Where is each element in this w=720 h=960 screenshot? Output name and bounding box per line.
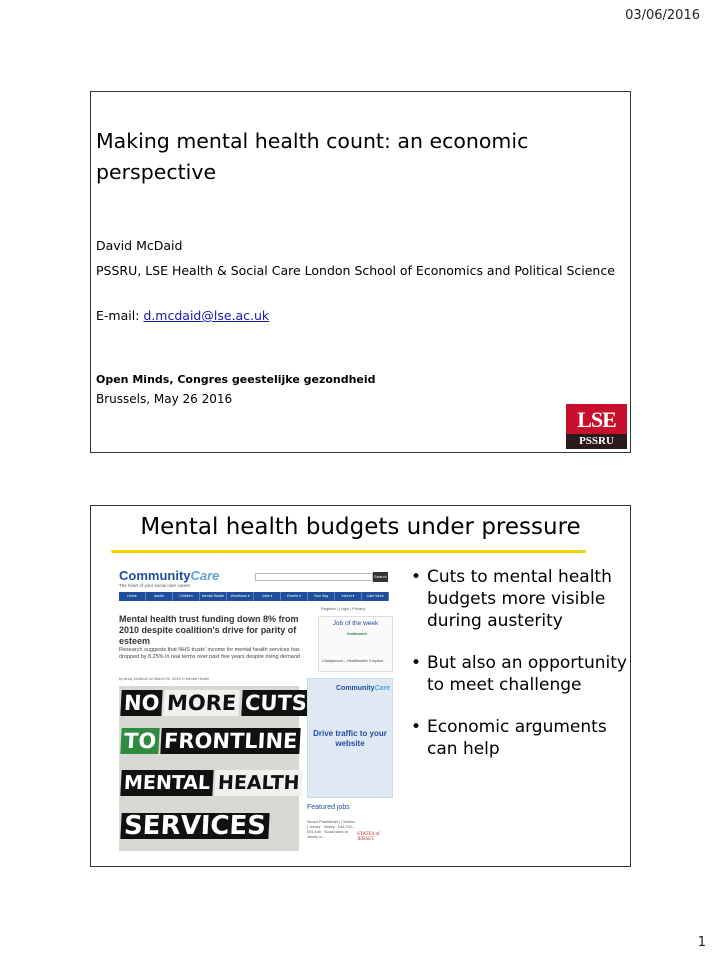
sign-line-2: TO FRONTLINE — [121, 728, 303, 756]
nav-item-your-say: Your Say — [308, 592, 335, 601]
site-nav — [119, 592, 389, 601]
article-subheading: Research suggests that NHS trusts' income for mental health services has dropped by 8.25% in real terms over past five years despite rising demand — [119, 647, 300, 660]
ad-logo: CommunityCare — [336, 685, 391, 692]
search-input — [255, 573, 373, 581]
email-link[interactable]: d.mcdaid@lse.ac.uk — [143, 308, 270, 323]
logo-lse-text: LSE — [577, 407, 616, 432]
author-email — [96, 308, 269, 323]
bullet-list — [409, 566, 629, 760]
nav-item-jobs: Jobs ▾ — [254, 592, 281, 601]
states-of-jersey-logo: STATES of JERSEY — [357, 832, 380, 842]
title-underline — [111, 550, 586, 553]
slide-2-title: Mental health budgets under pressure — [140, 514, 581, 540]
nav-item-inform: Inform ▾ — [335, 592, 362, 601]
protest-sign-photo — [119, 686, 308, 851]
nav-item-care-work: Care Work — [362, 592, 389, 601]
slide-1 — [90, 91, 631, 453]
community-care-tagline: The heart of your social care career — [119, 583, 191, 588]
article-headline: Mental health trust funding down 8% from 2010 despite coalition's drive for parity of esteem — [119, 614, 299, 646]
nav-item-mental-health: Mental Health — [200, 592, 227, 601]
author-affiliation: PSSRU, LSE Health & Social Care London School of Economics and Political Science — [96, 263, 615, 278]
email-label: E-mail: — [96, 308, 144, 323]
lse-pssru-logo — [566, 404, 627, 449]
author-name: David McDaid — [96, 238, 183, 253]
ad-message: Drive traffic to your website — [313, 729, 387, 748]
event-name: Open Minds, Congres geestelijke gezondheid — [96, 373, 376, 386]
sign-line-4: SERVICES — [121, 811, 271, 839]
featured-jobs-heading: Featured jobs — [307, 804, 350, 811]
nav-item-workforce: Workforce ▾ — [227, 592, 254, 601]
slide-1-title: Making mental health count: an economic perspective — [96, 129, 529, 184]
article-byline: by Andy McNicoll on March 20, 2015 in Mental Health — [119, 677, 210, 681]
sign-line-3: MENTAL HEALTH — [121, 770, 305, 798]
job-box-title: Job of the week — [332, 620, 379, 627]
page-date: 03/06/2016 — [625, 8, 700, 23]
community-care-screenshot — [111, 558, 396, 851]
bullet-2: • But also an opportunity to meet challenge — [409, 652, 629, 696]
slide-2 — [90, 505, 631, 867]
logo-pssru-text: PSSRU — [566, 434, 627, 449]
job-box-role: Chairperson – Healthwatch Croydon — [322, 659, 384, 663]
page-number: 1 — [697, 935, 706, 950]
job-box-employer: healthwatch — [347, 632, 368, 636]
sign-line-1: NO MORE CUTS — [121, 690, 312, 718]
community-care-logo: CommunityCare — [119, 568, 220, 583]
job-of-the-week-box — [318, 616, 393, 672]
community-care-ad — [307, 678, 393, 798]
nav-item-home: Home — [119, 592, 146, 601]
bullet-3: • Economic arguments can help — [409, 716, 629, 760]
account-links: Register | Login | Privacy — [321, 606, 366, 611]
nav-item-events: Events ▾ — [281, 592, 308, 601]
bullet-1: • Cuts to mental health budgets more visible during austerity — [409, 566, 629, 632]
nav-item-children: Children — [173, 592, 200, 601]
featured-job-item: Senior Practitioner | Children | Jersey · Jersey · £48,702 – £54,438 · Social work at Jersey is... — [307, 820, 356, 839]
event-place-date: Brussels, May 26 2016 — [96, 392, 233, 406]
nav-item-adults: Adults — [146, 592, 173, 601]
search-button: Search — [373, 572, 388, 582]
